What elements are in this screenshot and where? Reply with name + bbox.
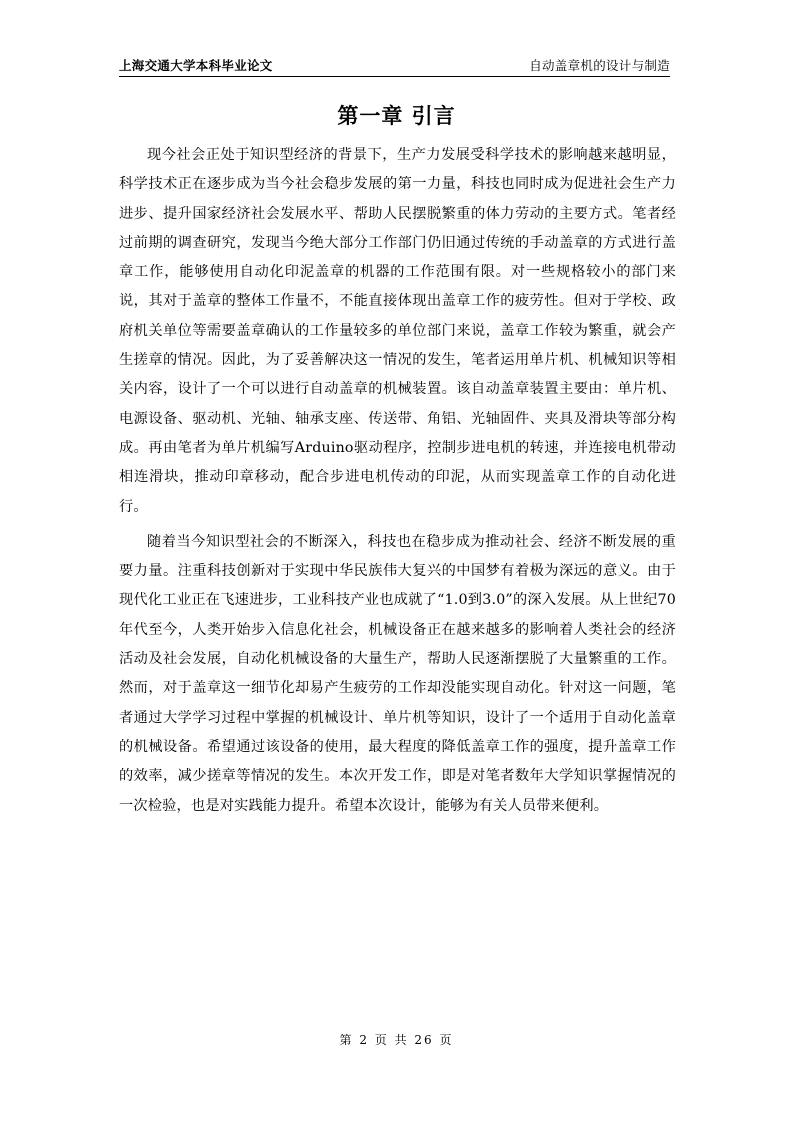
header-thesis-title: 自动盖章机的设计与制造 [529,58,670,73]
chapter-body [119,141,676,821]
page-number: 第 2 页 共 26 页 [339,1033,454,1047]
chapter-title: 第一章 引言 [337,104,456,128]
header-university-title: 上海交通大学本科毕业论文 [119,58,273,73]
paragraph-1: 现今社会正处于知识型经济的背景下，生产力发展受科学技术的影响越来越明显，科学技术正在逐步成为当今社会稳步发展的第一力量，科技也同时成为促进社会生产力进步、提升国家经济社会发展水平、帮助人民摆脱繁重的体力劳动的主要方式。笔者经过前期的调查研究，发现当今绝大部分工作部门仍旧通过传统的手动盖章的方式进行盖章工作，能够使用自动化印泥盖章的机器的工作范围有限。对一些规格较小的部门来说，其对于盖章的整体工作量不，不能直接体现出盖章工作的疲劳性。但对于学校、政府机关单位等需要盖章确认的工作量较多的单位部门来说，盖章工作较为繁重，就会产生搓章的情况。因此，为了妥善解决这一情况的发生，笔者运用单片机、机械知识等相关内容，设计了一个可以进行自动盖章的机械装置。该自动盖章装置主要由：单片机、电源设备、驱动机、光轴、轴承支座、传送带、角铝、光轴固件、夹具及滑块等部分构成。再由笔者为单片机编写Arduino驱动程序，控制步进电机的转速，并连接电机带动相连滑块，推动印章移动，配合步进电机传动的印泥，从而实现盖章工作的自动化进行。 [119,147,676,515]
paragraph-2: 随着当今知识型社会的不断深入，科技也在稳步成为推动社会、经济不断发展的重要力量。注重科技创新对于实现中华民族伟大复兴的中国梦有着极为深远的意义。由于现代化工业正在飞速进步，工业科技产业也成就了“1.0到3.0”的深入发展。从上世纪70年代至今，人类开始步入信息化社会，机械设备正在越来越多的影响着人类社会的经济活动及社会发展，自动化机械设备的大量生产，帮助人民逐渐摆脱了大量繁重的工作。然而，对于盖章这一细节化却易产生疲劳的工作却没能实现自动化。针对这一问题，笔者通过大学学习过程中掌握的机械设计、单片机等知识，设计了一个适用于自动化盖章的机械设备。希望通过该设备的使用，最大程度的降低盖章工作的强度，提升盖章工作的效率，减少搓章等情况的发生。本次开发工作，即是对笔者数年大学知识掌握情况的一次检验，也是对实践能力提升。希望本次设计，能够为有关人员带来便利。 [119,533,676,814]
page-header [119,50,670,77]
